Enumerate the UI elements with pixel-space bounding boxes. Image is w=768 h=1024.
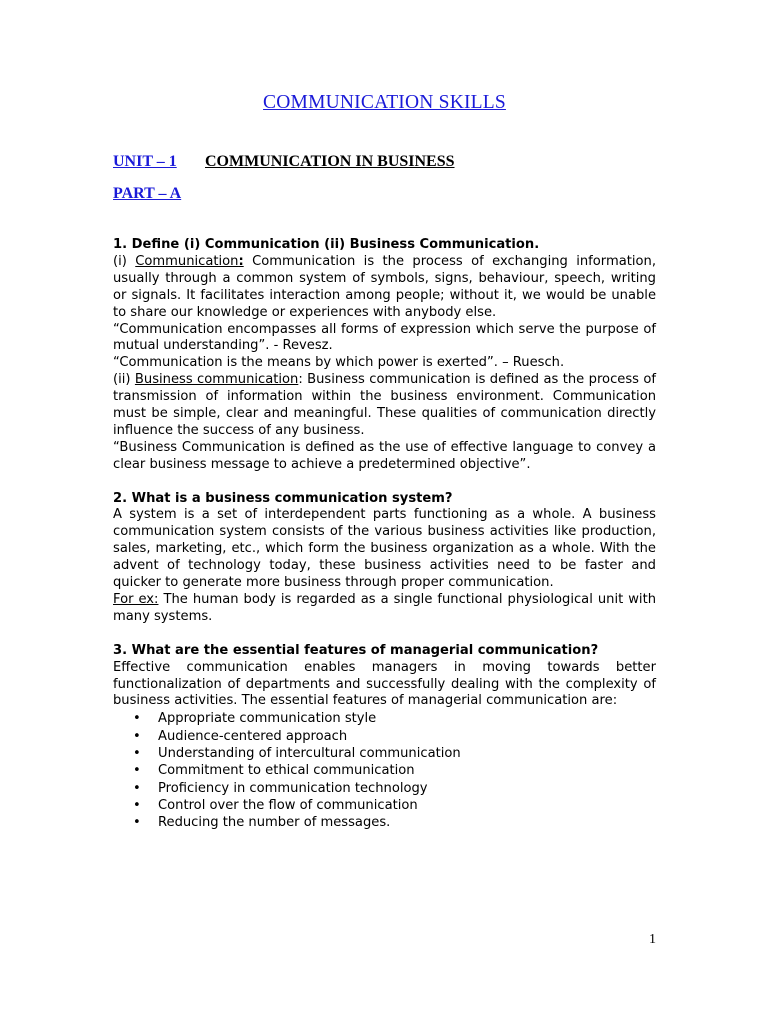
list-item-text: Control over the flow of communication <box>158 797 418 813</box>
list-item-text: Commitment to ethical communication <box>158 763 415 779</box>
term-colon: : <box>238 253 244 269</box>
part-label: PART – A <box>113 185 182 202</box>
quote-ruesch: “Communication is the means by which power is exerted”. – Ruesch. <box>113 355 565 371</box>
bullet-icon: • <box>133 780 141 796</box>
question-1 <box>113 237 656 474</box>
list-item <box>113 710 656 727</box>
bullet-icon: • <box>133 763 141 779</box>
list-item-text: Reducing the number of messages. <box>158 815 391 831</box>
document-content <box>113 237 656 831</box>
list-item <box>113 814 656 831</box>
question-1-title: 1. Define (i) Communication (ii) Business Communication. <box>113 237 540 252</box>
question-2 <box>113 491 656 626</box>
page-number: 1 <box>649 932 656 947</box>
example-label: For ex: <box>113 592 159 608</box>
bullet-icon: • <box>133 815 141 831</box>
list-item-text: Appropriate communication style <box>158 711 377 727</box>
definition-prefix: (i) <box>113 253 136 269</box>
list-item-text: Proficiency in communication technology <box>158 780 428 796</box>
features-list <box>113 710 656 831</box>
quote-business-communication: “Business Communication is defined as the use of effective language to convey a clear business message to achieve a predetermined objective”. <box>113 439 656 472</box>
list-item-text: Audience-centered approach <box>158 728 348 744</box>
list-item-text: Understanding of intercultural communication <box>158 745 461 761</box>
list-item <box>113 797 656 814</box>
question-2-answer: A system is a set of interdependent parts functioning as a whole. A business communication system consists of the various business activities like production, sales, marketing, etc., which form the business organization as a whole. With the advent of technology today, these business activities need to be faster and quicker to generate more business through proper communication. <box>113 507 656 591</box>
bullet-icon: • <box>133 745 141 761</box>
question-3-title: 3. What are the essential features of managerial communication? <box>113 642 599 658</box>
term-communication: Communication <box>135 253 239 269</box>
list-item <box>113 762 656 779</box>
definition-text: Communication is the process of exchanging information, usually through a common system of symbols, signs, behaviour, speech, writing or signals. It facilitates interaction among people; without it, we would be unable to share our knowledge or experiences with anybody else. <box>113 253 656 320</box>
question-2-example <box>113 592 656 626</box>
definition-prefix: (ii) <box>113 372 135 388</box>
example-text: The human body is regarded as a single functional physiological unit with many systems. <box>113 592 657 624</box>
spacer <box>113 474 656 491</box>
list-item <box>113 745 656 762</box>
question-2-title: 2. What is a business communication system? <box>113 490 453 506</box>
question-3-answer: Effective communication enables managers in moving towards better functionalization of departments and successfully dealing with the complexity of business activities. The essential features of managerial communication are: <box>113 659 656 709</box>
bullet-icon: • <box>133 797 141 813</box>
list-item <box>113 728 656 745</box>
question-1-definition-business-communication <box>113 372 656 440</box>
list-item <box>113 780 656 797</box>
definition-text: : Business communication is defined as the process of transmission of information within the business environment. Communication must be simple, clear and meaningful. These qualities of communication directly influence the success of any business. <box>113 372 656 438</box>
document-title: COMMUNICATION SKILLS <box>263 92 506 113</box>
question-1-definition-communication <box>113 254 656 322</box>
bullet-icon: • <box>133 728 141 744</box>
document-page <box>113 0 656 1024</box>
unit-heading <box>113 153 455 171</box>
term-business-communication: Business communication <box>134 372 299 388</box>
unit-name: COMMUNICATION IN BUSINESS <box>205 153 455 170</box>
bullet-icon: • <box>133 711 141 727</box>
unit-label: UNIT – 1 <box>113 153 177 170</box>
spacer <box>113 626 656 643</box>
quote-revesz: “Communication encompasses all forms of expression which serve the purpose of mutual understanding”. - Revesz. <box>113 321 656 354</box>
question-3 <box>113 643 656 832</box>
